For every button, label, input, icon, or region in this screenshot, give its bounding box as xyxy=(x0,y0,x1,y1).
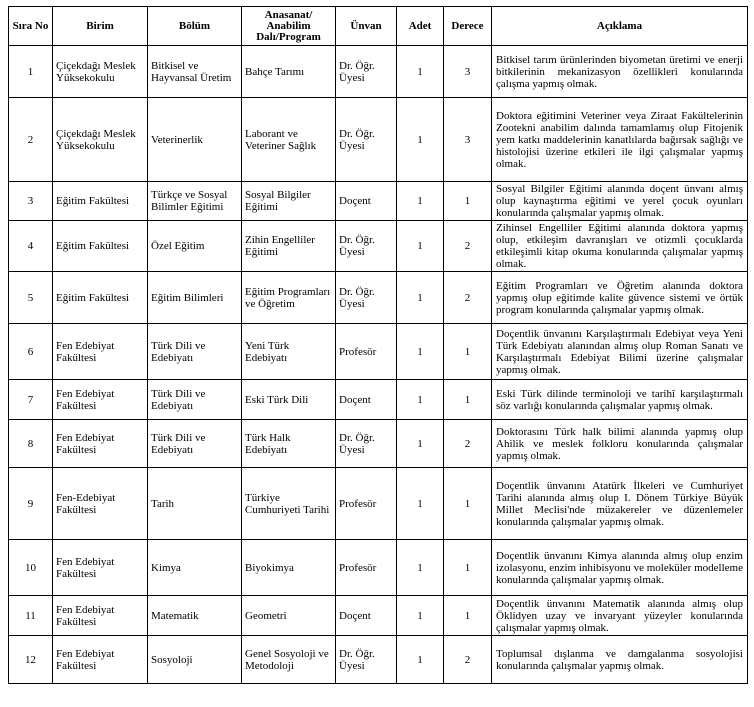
cell-program: Zihin Engelliler Eğitimi xyxy=(242,221,336,272)
cell-aciklama: Doçentlik ünvanını Kimya alanında almış olup enzim izolasyonu, enzim inhibisyonu ve moleküler modelleme konularında çalışmalar yapmış olmak. xyxy=(492,540,748,596)
cell-sira-no: 4 xyxy=(9,221,53,272)
cell-program: Eski Türk Dili xyxy=(242,380,336,420)
table-row xyxy=(9,636,748,684)
cell-unvan: Dr. Öğr. Üyesi xyxy=(336,98,397,182)
cell-aciklama: Sosyal Bilgiler Eğitimi alanında doçent ünvanı almış olup kaynaştırma eğitimi ve yerel çocuk oyunları konularında çalışmalar yapmış olmak. xyxy=(492,182,748,221)
cell-bolum: Eğitim Bilimleri xyxy=(148,272,242,324)
cell-bolum: Tarih xyxy=(148,468,242,540)
cell-unvan: Dr. Öğr. Üyesi xyxy=(336,636,397,684)
cell-bolum: Sosyoloji xyxy=(148,636,242,684)
cell-aciklama: Toplumsal dışlanma ve damgalanma sosyolojisi konularında çalışmalar yapmış olmak. xyxy=(492,636,748,684)
cell-birim: Fen Edebiyat Fakültesi xyxy=(53,324,148,380)
cell-unvan: Profesör xyxy=(336,324,397,380)
table-row xyxy=(9,420,748,468)
cell-derece: 1 xyxy=(444,468,492,540)
cell-unvan: Profesör xyxy=(336,468,397,540)
table-row xyxy=(9,221,748,272)
cell-birim: Çiçekdağı Meslek Yüksekokulu xyxy=(53,98,148,182)
cell-adet: 1 xyxy=(397,46,444,98)
cell-bolum: Matematik xyxy=(148,596,242,636)
cell-derece: 1 xyxy=(444,540,492,596)
cell-derece: 2 xyxy=(444,221,492,272)
cell-birim: Fen Edebiyat Fakültesi xyxy=(53,596,148,636)
header-aciklama: Açıklama xyxy=(492,7,748,46)
cell-adet: 1 xyxy=(397,324,444,380)
cell-sira-no: 10 xyxy=(9,540,53,596)
cell-birim: Fen Edebiyat Fakültesi xyxy=(53,540,148,596)
header-anasanat: Anasanat/ Anabilim Dalı/Program xyxy=(242,7,336,46)
cell-sira-no: 3 xyxy=(9,182,53,221)
cell-birim: Fen Edebiyat Fakültesi xyxy=(53,420,148,468)
cell-bolum: Türk Dili ve Edebiyatı xyxy=(148,324,242,380)
cell-bolum: Türkçe ve Sosyal Bilimler Eğitimi xyxy=(148,182,242,221)
cell-bolum: Kimya xyxy=(148,540,242,596)
cell-unvan: Profesör xyxy=(336,540,397,596)
cell-birim: Eğitim Fakültesi xyxy=(53,272,148,324)
cell-aciklama: Bitkisel tarım ürünlerinden biyometan üretimi ve enerji bitkilerinin mekanizasyon özellikleri konularında çalışma yapmış olmak. xyxy=(492,46,748,98)
cell-birim: Fen Edebiyat Fakültesi xyxy=(53,380,148,420)
cell-sira-no: 12 xyxy=(9,636,53,684)
header-bolum: Bölüm xyxy=(148,7,242,46)
cell-program: Yeni Türk Edebiyatı xyxy=(242,324,336,380)
cell-birim: Çiçekdağı Meslek Yüksekokulu xyxy=(53,46,148,98)
cell-birim: Fen Edebiyat Fakültesi xyxy=(53,636,148,684)
cell-aciklama: Eğitim Programları ve Öğretim alanında doktora yapmış olup eğitimde kalite güvence sistemi ve örtük program konularında çalışmalar yapmış olmak. xyxy=(492,272,748,324)
table-row xyxy=(9,324,748,380)
cell-program: Eğitim Programları ve Öğretim xyxy=(242,272,336,324)
cell-unvan: Dr. Öğr. Üyesi xyxy=(336,272,397,324)
cell-adet: 1 xyxy=(397,636,444,684)
cell-unvan: Doçent xyxy=(336,182,397,221)
table-row xyxy=(9,596,748,636)
cell-bolum: Türk Dili ve Edebiyatı xyxy=(148,420,242,468)
cell-sira-no: 5 xyxy=(9,272,53,324)
cell-derece: 3 xyxy=(444,46,492,98)
table-row xyxy=(9,272,748,324)
table-row xyxy=(9,182,748,221)
cell-aciklama: Doçentlik ünvanını Karşılaştırmalı Edebiyat veya Yeni Türk Edebiyatı alanından almış olup Roman Sanatı ve Karşılaştırmalı Edebiyat Bilimi üzerine çalışmalar yapmış olmak. xyxy=(492,324,748,380)
header-row xyxy=(9,7,748,46)
cell-aciklama: Doçentlik ünvanını Matematik alanında almış olup Öklidyen uzay ve invaryant yüzeyler konularında çalışmalar yapmış olmak. xyxy=(492,596,748,636)
cell-derece: 3 xyxy=(444,98,492,182)
cell-adet: 1 xyxy=(397,420,444,468)
cell-derece: 2 xyxy=(444,420,492,468)
cell-unvan: Doçent xyxy=(336,596,397,636)
cell-unvan: Dr. Öğr. Üyesi xyxy=(336,221,397,272)
cell-birim: Eğitim Fakültesi xyxy=(53,221,148,272)
cell-program: Genel Sosyoloji ve Metodoloji xyxy=(242,636,336,684)
cell-aciklama: Doktora eğitimini Veteriner veya Ziraat Fakültelerinin Zootekni anabilim dalında tamamlamış olup Fitojenik yem katkı maddelerinin kanatlılarda bağırsak sağlığı ve histolojisi üzerine etkileri ile ilgi çalışmalar yapmış olmak. xyxy=(492,98,748,182)
cell-unvan: Doçent xyxy=(336,380,397,420)
positions-table xyxy=(8,6,748,684)
cell-program: Biyokimya xyxy=(242,540,336,596)
cell-birim: Eğitim Fakültesi xyxy=(53,182,148,221)
cell-aciklama: Zihinsel Engelliler Eğitimi alanında doktora yapmış olup, etkileşim davranışları ve otizmli çocuklarda etkileşimli kitap okuma konularında çalışmalar yapmış olmak. xyxy=(492,221,748,272)
cell-program: Bahçe Tarımı xyxy=(242,46,336,98)
header-birim: Birim xyxy=(53,7,148,46)
cell-adet: 1 xyxy=(397,596,444,636)
header-unvan: Ünvan xyxy=(336,7,397,46)
cell-derece: 2 xyxy=(444,636,492,684)
cell-birim: Fen-Edebiyat Fakültesi xyxy=(53,468,148,540)
cell-unvan: Dr. Öğr. Üyesi xyxy=(336,46,397,98)
cell-adet: 1 xyxy=(397,540,444,596)
cell-adet: 1 xyxy=(397,221,444,272)
cell-derece: 1 xyxy=(444,380,492,420)
table-body xyxy=(9,46,748,684)
cell-program: Türk Halk Edebiyatı xyxy=(242,420,336,468)
cell-sira-no: 7 xyxy=(9,380,53,420)
cell-program: Geometri xyxy=(242,596,336,636)
table-row xyxy=(9,540,748,596)
cell-derece: 1 xyxy=(444,182,492,221)
header-adet: Adet xyxy=(397,7,444,46)
cell-derece: 1 xyxy=(444,596,492,636)
cell-bolum: Özel Eğitim xyxy=(148,221,242,272)
cell-sira-no: 8 xyxy=(9,420,53,468)
header-derece: Derece xyxy=(444,7,492,46)
cell-aciklama: Doktorasını Türk halk bilimi alanında yapmış olup Ahilik ve meslek folkloru konularında çalışmalar yapmış olmak. xyxy=(492,420,748,468)
cell-adet: 1 xyxy=(397,98,444,182)
cell-sira-no: 6 xyxy=(9,324,53,380)
cell-program: Laborant ve Veteriner Sağlık xyxy=(242,98,336,182)
cell-bolum: Veterinerlik xyxy=(148,98,242,182)
cell-adet: 1 xyxy=(397,468,444,540)
cell-bolum: Türk Dili ve Edebiyatı xyxy=(148,380,242,420)
cell-derece: 1 xyxy=(444,324,492,380)
cell-aciklama: Doçentlik ünvanını Atatürk İlkeleri ve Cumhuriyet Tarihi alanında almış olup I. Dönem Türkiye Büyük Millet Meclisi'nde müzakereler ve düzenlemeler konularında çalışmalar yapmış olmak. xyxy=(492,468,748,540)
cell-sira-no: 11 xyxy=(9,596,53,636)
cell-derece: 2 xyxy=(444,272,492,324)
header-sira: Sıra No xyxy=(9,7,53,46)
cell-adet: 1 xyxy=(397,380,444,420)
cell-sira-no: 1 xyxy=(9,46,53,98)
cell-adet: 1 xyxy=(397,272,444,324)
table-row xyxy=(9,46,748,98)
cell-sira-no: 9 xyxy=(9,468,53,540)
cell-sira-no: 2 xyxy=(9,98,53,182)
cell-bolum: Bitkisel ve Hayvansal Üretim xyxy=(148,46,242,98)
table-row xyxy=(9,468,748,540)
cell-aciklama: Eski Türk dilinde terminoloji ve tarihî karşılaştırmalı söz varlığı konularında çalışmalar yapmış olmak. xyxy=(492,380,748,420)
cell-program: Türkiye Cumhuriyeti Tarihi xyxy=(242,468,336,540)
cell-program: Sosyal Bilgiler Eğitimi xyxy=(242,182,336,221)
table-row xyxy=(9,98,748,182)
table-row xyxy=(9,380,748,420)
cell-adet: 1 xyxy=(397,182,444,221)
cell-unvan: Dr. Öğr. Üyesi xyxy=(336,420,397,468)
